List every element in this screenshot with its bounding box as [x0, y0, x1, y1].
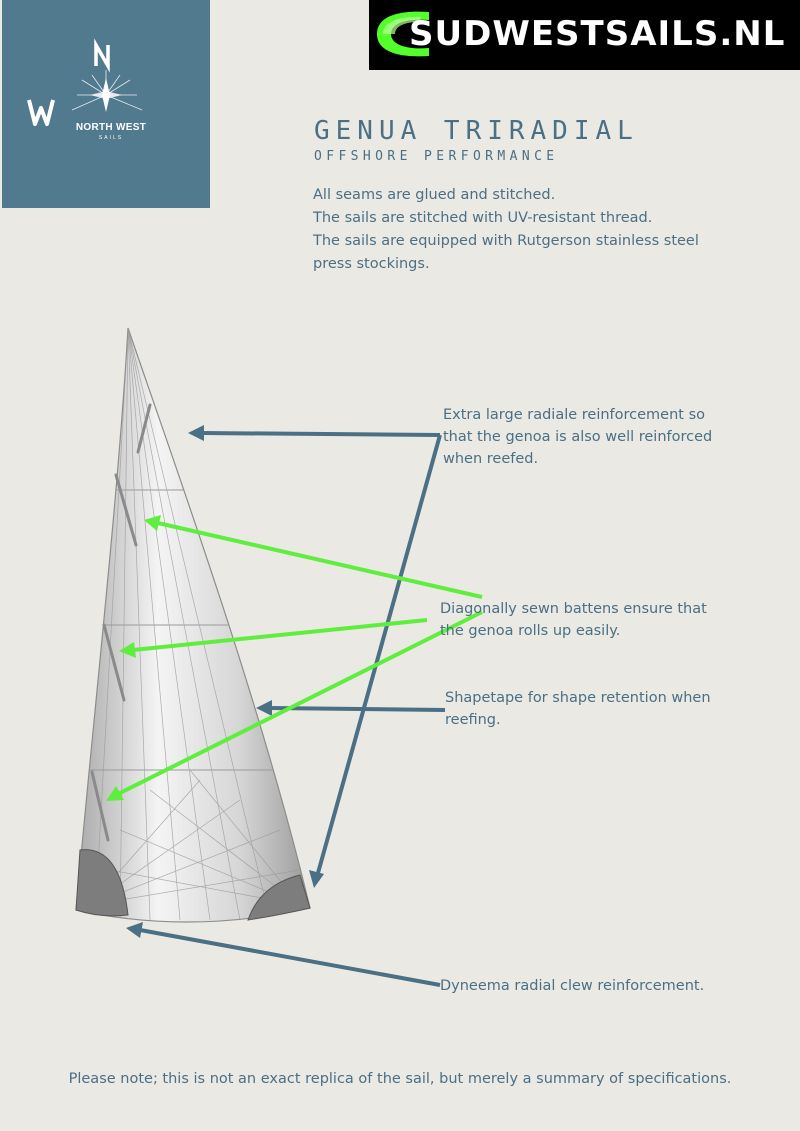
- callout-line: that the genoa is also well reinforced: [443, 429, 713, 445]
- arrow-clew-patch: [309, 435, 440, 888]
- arrow-shapetape: [256, 700, 445, 716]
- disclaimer-note: Please note; this is not an exact replica of the sail, but merely a summary of specifications.: [68, 1071, 732, 1087]
- genoa-sail: [60, 328, 310, 922]
- callout-line: Dyneema radial clew reinforcement.: [440, 978, 705, 994]
- callout-line: the genoa rolls up easily.: [440, 623, 621, 639]
- intro-line: All seams are glued and stitched.: [313, 187, 556, 203]
- callout-line: Extra large radiale reinforcement so: [443, 407, 706, 423]
- callout-line: reefing.: [445, 712, 501, 728]
- intro-line: press stockings.: [313, 256, 430, 272]
- callout-dyneema: [440, 975, 704, 997]
- page-subtitle: OFFSHORE PERFORMANCE: [314, 149, 559, 164]
- callout-battens: [440, 598, 707, 642]
- page-title: GENUA TRIRADIAL: [314, 116, 639, 146]
- arrow-dyneema: [126, 922, 440, 985]
- arrow-radial-reinforcement: [188, 425, 440, 441]
- callout-line: when reefed.: [443, 451, 539, 467]
- callout-shapetape: [445, 687, 711, 731]
- site-name: SUDWESTSAILS.NL: [409, 14, 786, 54]
- intro-line: The sails are stitched with UV-resistant thread.: [313, 210, 653, 226]
- callout-radial-reinforcement: [443, 404, 712, 470]
- callout-line: Diagonally sewn battens ensure that: [440, 601, 707, 617]
- logo-sub: SAILS: [98, 135, 124, 141]
- logo-name: NORTH WEST: [75, 122, 147, 133]
- callout-line: Shapetape for shape retention when: [445, 690, 711, 706]
- intro-line: The sails are equipped with Rutgerson stainless steel: [313, 233, 699, 249]
